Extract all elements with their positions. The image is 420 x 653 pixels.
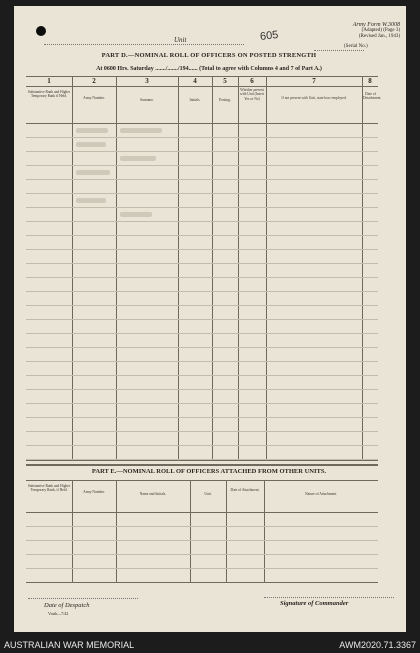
ruled-row <box>26 277 378 278</box>
part-d-subtitle: At 0600 Hrs. Saturday ......./......./194...... (Total to agree with Columns 4 and 7 of Part A.) <box>96 66 322 72</box>
part-e-header-unit: Unit. <box>204 492 212 496</box>
ruled-row <box>26 137 378 138</box>
serial-label: (Serial No.) <box>344 44 368 49</box>
show-through-mark <box>120 128 162 133</box>
signature-line <box>264 597 394 598</box>
part-d-header-rule <box>26 123 378 124</box>
part-e-header-top <box>26 480 378 481</box>
ruled-row <box>26 319 378 320</box>
part-e-col-div <box>72 480 73 582</box>
part-e-top-rule <box>26 464 378 466</box>
ruled-row <box>26 179 378 180</box>
part-d-bottom-rule <box>26 460 378 461</box>
ruled-row <box>26 249 378 250</box>
show-through-mark <box>120 156 156 161</box>
part-e-header-nature: Nature of Attachment. <box>304 492 338 496</box>
ruled-row <box>26 526 378 527</box>
despatch-line <box>28 598 138 599</box>
col-header-initials: Initials. <box>189 98 201 102</box>
ruled-row <box>26 417 378 418</box>
form-id-block <box>332 22 400 40</box>
part-e-header-army-number: Army Number. <box>83 490 105 494</box>
ruled-row <box>26 333 378 334</box>
col-num-7: 7 <box>312 77 316 85</box>
col-num-2: 2 <box>92 77 96 85</box>
ruled-row <box>26 193 378 194</box>
show-through-mark <box>76 170 110 175</box>
col-header-army-number: Army Number. <box>83 96 105 100</box>
col-num-8: 8 <box>368 77 372 85</box>
part-e-header-date: Date of Attachment. <box>230 488 260 492</box>
col-num-3: 3 <box>145 77 149 85</box>
col-header-present: Whether present with Unit (Insert Yes or No) <box>240 88 264 101</box>
ruled-row <box>26 263 378 264</box>
ruled-row <box>26 291 378 292</box>
signature-label: Signature of Commander <box>280 600 349 607</box>
archive-footer <box>0 638 420 653</box>
archive-name: AUSTRALIAN WAR MEMORIAL <box>4 640 135 650</box>
form-id: Army Form W.3008 <box>352 22 400 28</box>
unit-line <box>44 44 244 45</box>
part-e-header-name: Name and Initials. <box>139 492 167 496</box>
date-of-despatch-label: Date of Despatch <box>44 602 90 609</box>
form-sheet <box>14 6 406 632</box>
unit-label: Unit <box>174 36 187 44</box>
col-num-5: 5 <box>223 77 227 85</box>
col-num-4: 4 <box>193 77 197 85</box>
form-revised: (Revised Jan., 1943) <box>358 34 400 39</box>
col-header-employed: If not present with Unit, state how employed. <box>281 96 347 100</box>
ruled-row <box>26 305 378 306</box>
part-d-num-rule <box>26 86 378 87</box>
archive-reference: AWM2020.71.3367 <box>339 640 416 650</box>
ruled-row <box>26 431 378 432</box>
ruled-row <box>26 221 378 222</box>
ruled-row <box>26 403 378 404</box>
ruled-row <box>26 389 378 390</box>
ruled-row <box>26 540 378 541</box>
col-num-1: 1 <box>47 77 51 85</box>
ruled-row <box>26 459 378 460</box>
ruled-row <box>26 235 378 236</box>
part-e-title: PART E.—NOMINAL ROLL OF OFFICERS ATTACHED FROM OTHER UNITS. <box>91 468 327 475</box>
punch-hole <box>36 26 46 36</box>
show-through-mark <box>76 128 108 133</box>
show-through-mark <box>120 212 152 217</box>
ruled-row <box>26 207 378 208</box>
printer-code: Vruth—7/42 <box>48 611 69 616</box>
serial-line <box>314 50 364 51</box>
ruled-row <box>26 151 378 152</box>
part-e-header-rule <box>26 512 378 513</box>
ruled-row <box>26 554 378 555</box>
ruled-row <box>26 361 378 362</box>
col-header-surname: Surname. <box>140 98 154 102</box>
col-header-posting: Posting. <box>219 98 231 102</box>
ruled-row <box>26 165 378 166</box>
form-adapted: (Adapted) (Page 3) <box>361 28 400 33</box>
part-e-col-div <box>226 480 227 582</box>
show-through-mark <box>76 142 106 147</box>
part-d-title: PART D.—NOMINAL ROLL OF OFFICERS ON POSTED STRENGTH <box>101 52 317 59</box>
col-num-6: 6 <box>250 77 254 85</box>
ruled-row <box>26 347 378 348</box>
ruled-row <box>26 375 378 376</box>
part-e-bottom-rule <box>26 582 378 583</box>
show-through-mark <box>76 198 106 203</box>
part-e-header-rank: Substantive Rank and Higher Temporary Rank, if Held. <box>27 484 71 493</box>
handwritten-ref: 605 <box>259 29 279 43</box>
ruled-row <box>26 445 378 446</box>
col-header-detachment: Date of Detachment. <box>363 92 382 101</box>
col-header-rank: Substantive Rank and Higher Temporary Rank if Held. <box>27 90 71 99</box>
ruled-row <box>26 568 378 569</box>
